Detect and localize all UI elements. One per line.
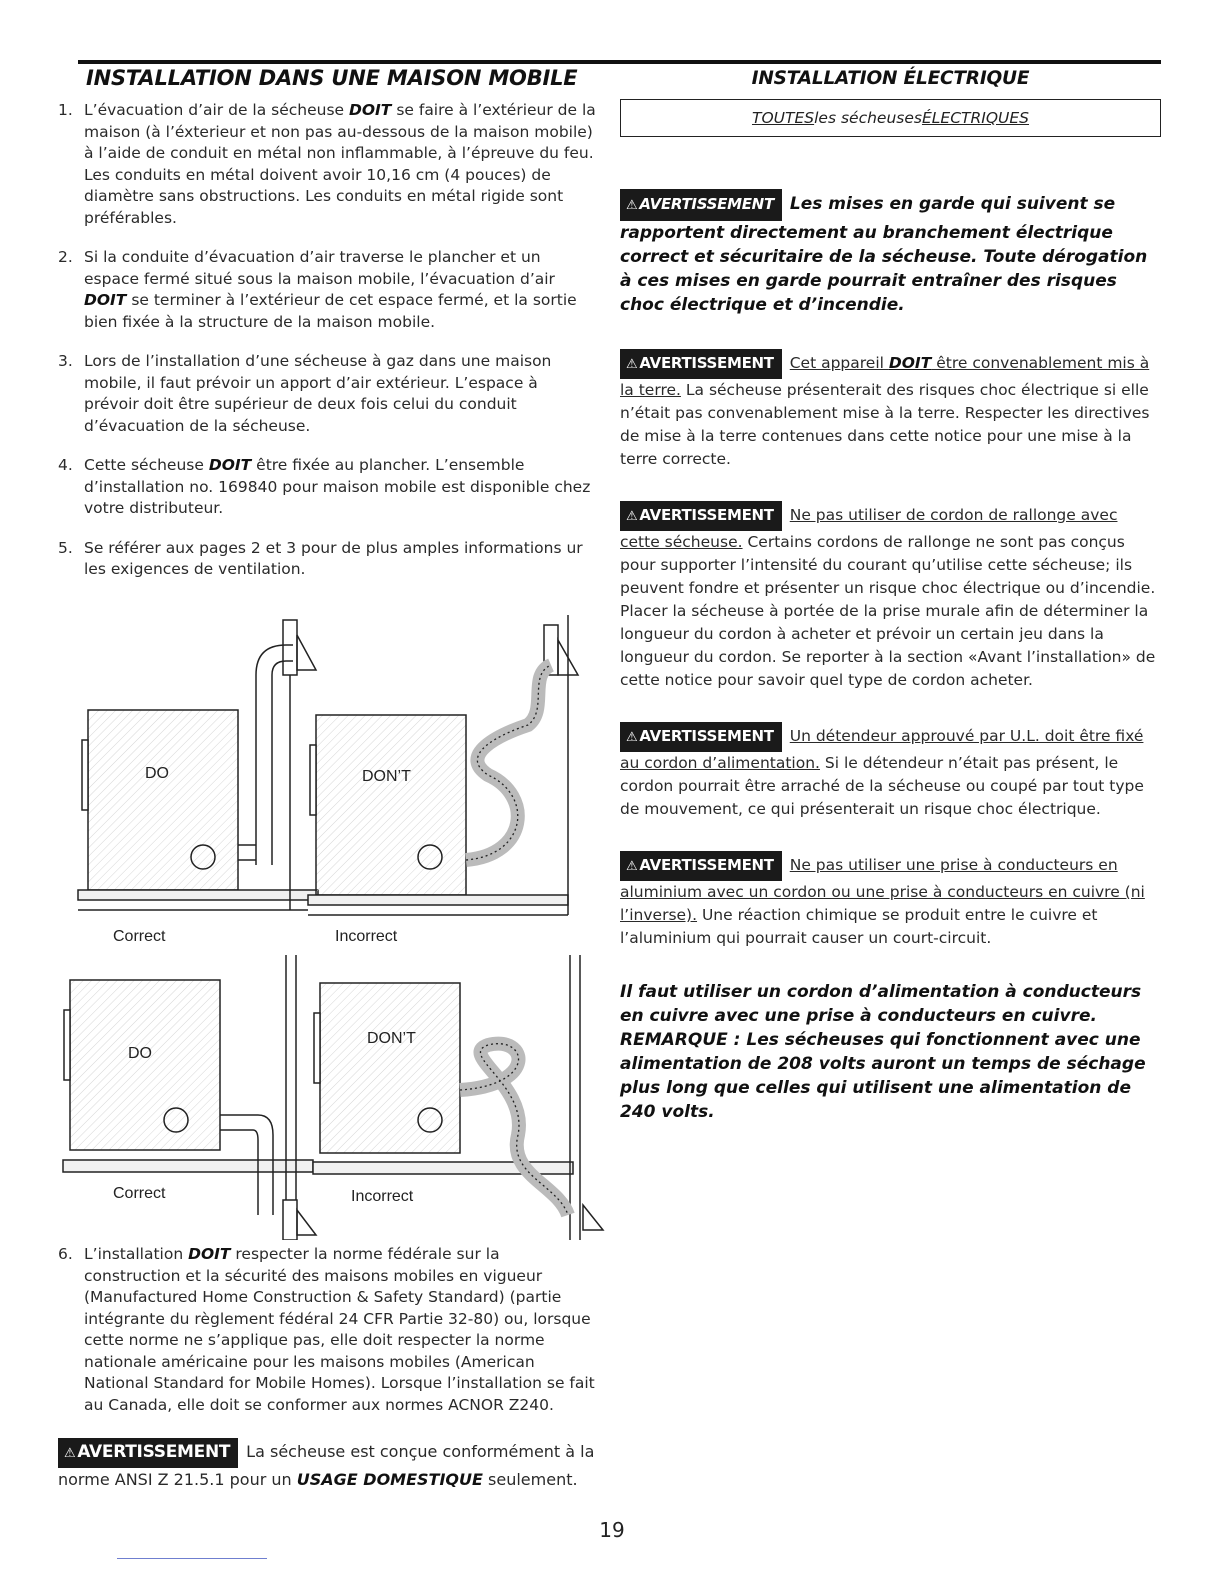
warning-triangle-icon: ⚠ — [626, 859, 638, 874]
electrical-section — [620, 66, 1161, 1124]
section-title-mobile-home: INSTALLATION DANS UNE MAISON MOBILE — [86, 66, 578, 90]
list-item: 4. Cette sécheuse DOIT être fixée au plancher. L’ensemble d’installation no. 169840 pour maison mobile est disponible chez votre distributeur. — [58, 456, 591, 517]
label-correct-top: Correct — [113, 928, 166, 945]
dryer-do-bottom — [64, 980, 220, 1150]
list-item: 6. L’installation DOIT respecter la norme fédérale sur la construction et la sécurité des maisons mobiles en vigueur (Manufactured Home Construction & Safety Standard) (partie intégrante du règlement fédéral 24 CFR Partie 32-80) ou, lorsque cette norme ne s’applique pas, elle doit respecter la norme nationale américaine pour les maisons mobiles (American National Standard for Mobile Homes). Lorsque l’installation se fait au Canada, elle doit se conformer aux normes ACNOR Z240. — [58, 1245, 595, 1414]
section-title-electrical: INSTALLATION ÉLECTRIQUE — [751, 68, 1030, 89]
warning-triangle-icon: ⚠ — [626, 509, 638, 524]
warning-extension-cord: ⚠ AVERTISSEMENT Ne pas utiliser de cordon de rallonge avec cette sécheuse. Certains cordons de rallonge ne sont pas conçus pour supporter l’intensité du courant qu’utilise cette sécheuse; ils peuvent fondre et présenter un risque choc électrique ou d’incendie. Placer la sécheuse à portée de la prise murale afin de déterminer la longueur du cordon à acheter et prévoir un certain jeu dans la longueur du cordon. Se reporter à la section «Avant l’installation» de cette notice pour savoir quel type de cordon acheter. — [620, 501, 1161, 692]
warning-badge: ⚠ AVERTISSEMENT — [58, 1438, 238, 1468]
list-item: 1. L’évacuation d’air de la sécheuse DOIT se faire à l’extérieur de la maison (à l’éxterieur et non pas au-dessous de la maison mobile) à l’aide de conduit en métal non inflammable, à l’épreuve du feu. Les conduits en métal doivent avoir 10,16 cm (4 pouces) de diamètre sans obstructions. Les conduits en métal rigide sont préférables. — [58, 101, 596, 227]
warning-badge: ⚠ AVERTISSEMENT — [620, 851, 782, 881]
dryer-dont-bottom — [314, 983, 460, 1153]
copper-cord-note: Il faut utiliser un cordon d’alimentation à conducteurs en cuivre avec une prise à conducteurs en cuivre. — [620, 982, 1142, 1026]
label-dont-top: DON’T — [362, 768, 411, 785]
list-item-6 — [58, 1244, 596, 1434]
label-dont-bottom: DON’T — [367, 1030, 416, 1047]
mobile-home-section — [58, 66, 596, 599]
list-item: 3. Lors de l’installation d’une sécheuse à gaz dans une maison mobile, il faut prévoir un apport d’air extérieur. L’espace à prévoir doit être supérieur de deux fois celui du conduit d’évacuation de la sécheuse. — [58, 352, 552, 435]
warning-grounding: ⚠ AVERTISSEMENT Cet appareil DOIT être convenablement mis à la terre. La sécheuse présenterait des risques choc électrique si elle n’était pas convenablement mise à la terre. Respecter les directives de mise à la terre contenues dans cette notice pour une mise à la terre correcte. — [620, 349, 1161, 471]
footer-rule — [117, 1558, 267, 1559]
domestic-use-warning: ⚠ AVERTISSEMENT La sécheuse est conçue conformément à la norme ANSI Z 21.5.1 pour un USAGE DOMESTIQUE seulement. — [58, 1438, 596, 1491]
warning-badge: ⚠ AVERTISSEMENT — [620, 722, 782, 752]
label-incorrect-bottom: Incorrect — [351, 1188, 414, 1205]
warning-strain-relief: ⚠ AVERTISSEMENT Un détendeur approuvé par U.L. doit être fixé au cordon d’alimentation. Si le détendeur n’était pas présent, le cordon pourrait être arraché de la sécheuse ou coupé par tout type de mouvement, ce qui présenterait un risque choc électrique. — [620, 722, 1161, 821]
warning-aluminum: ⚠ AVERTISSEMENT Ne pas utiliser une prise à conducteurs en aluminium avec un cordon ou une prise à conducteurs en cuivre (ni l’inverse). Une réaction chimique se produit entre le cuivre et l’aluminium qui pourrait causer un court-circuit. — [620, 851, 1161, 950]
warning-triangle-icon: ⚠ — [626, 198, 638, 213]
warning-badge: ⚠ AVERTISSEMENT — [620, 349, 782, 379]
warning-triangle-icon: ⚠ — [64, 1446, 76, 1461]
label-do-top: DO — [145, 765, 169, 782]
warning-triangle-icon: ⚠ — [626, 730, 638, 745]
warning-triangle-icon: ⚠ — [626, 357, 638, 372]
dryer-dont-top — [310, 715, 466, 895]
list-item: 2. Si la conduite d’évacuation d’air traverse le plancher et un espace fermé situé sous la maison mobile, l’évacuation d’air DOIT se terminer à l’extérieur de cet espace fermé, et la sortie bien fixée à la structure de la maison mobile. — [58, 248, 577, 331]
top-rule — [78, 60, 1161, 64]
label-correct-bottom: Correct — [113, 1185, 166, 1202]
all-electric-dryers-box: TOUTES les sécheuses ÉLECTRIQUES — [620, 99, 1161, 137]
label-incorrect-top: Incorrect — [335, 928, 398, 945]
voltage-remark: REMARQUE : Les sécheuses qui fonctionnent avec une alimentation de 208 volts auront un temps de séchage plus long que celles qui utilisent une alimentation de 240 volts. — [620, 1030, 1146, 1122]
warning-general: ⚠ AVERTISSEMENT Les mises en garde qui suivent se rapportent directement au branchement électrique correct et sécuritaire de la sécheuse. Toute dérogation à ces mises en garde pourrait entraîner des risques choc électrique et d’incendie. — [620, 189, 1161, 317]
warning-badge: ⚠ AVERTISSEMENT — [620, 189, 782, 221]
label-do-bottom: DO — [128, 1045, 152, 1062]
instruction-list — [58, 100, 596, 581]
warning-badge: ⚠ AVERTISSEMENT — [620, 501, 782, 531]
page-number: 19 — [599, 1518, 625, 1542]
dryer-do-top — [82, 710, 238, 890]
list-item: 5. Se référer aux pages 2 et 3 pour de plus amples informations ur les exigences de ventilation. — [58, 538, 583, 578]
